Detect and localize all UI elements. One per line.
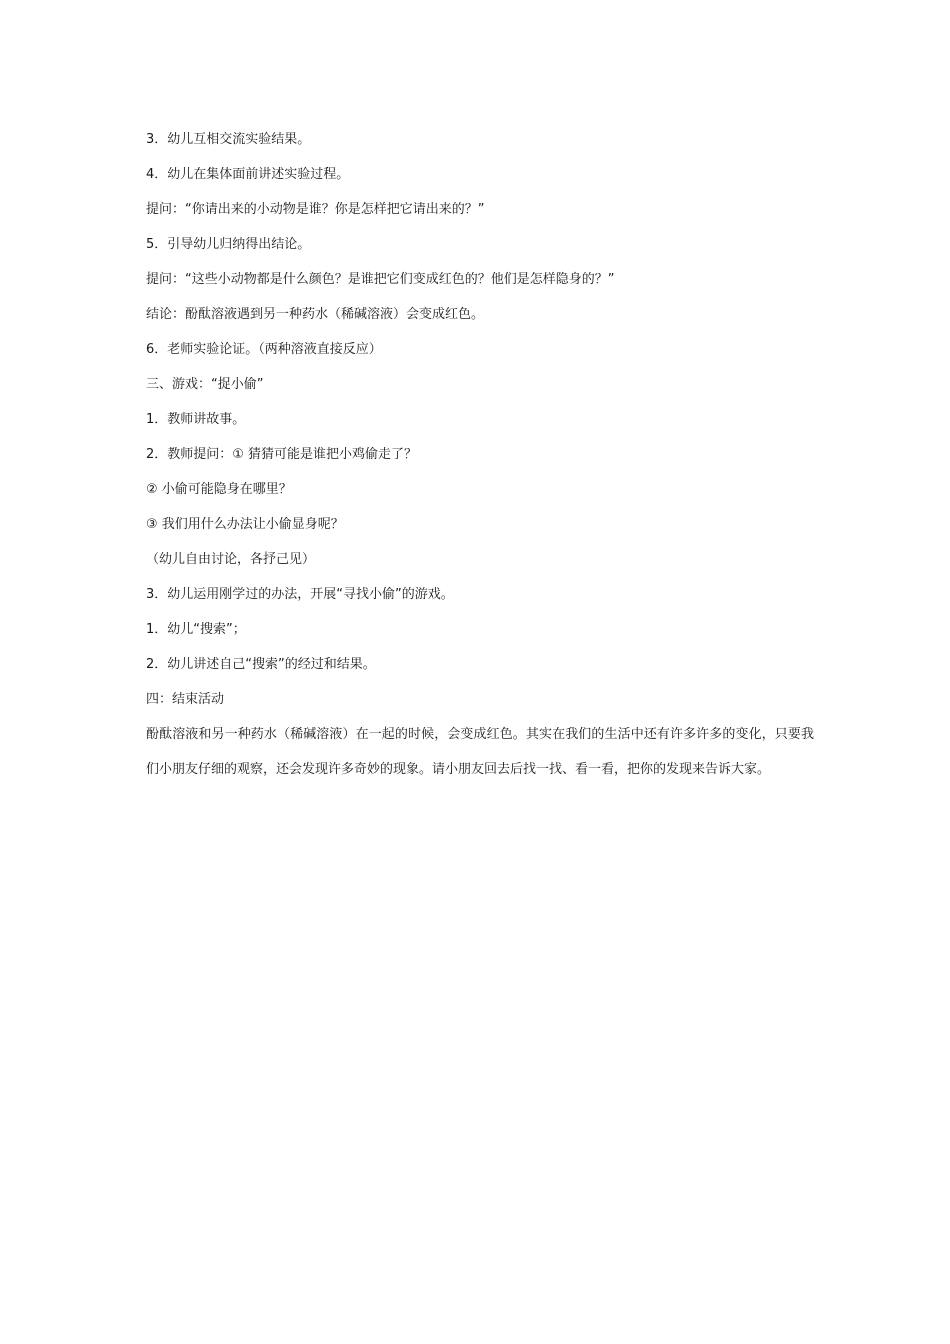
game-step-2: 2．教师提问：① 猜猜可能是谁把小鸡偷走了？ bbox=[146, 447, 418, 462]
question-colors: 提问：“这些小动物都是什么颜色？是谁把它们变成红色的？他们是怎样隐身的？” bbox=[146, 272, 615, 287]
free-discussion-note: （幼儿自由讨论，各抒己见） bbox=[146, 552, 316, 567]
step-3-exchange-results: 3．幼儿互相交流实验结果。 bbox=[146, 132, 311, 147]
section-3-heading: 三、游戏：“捉小偷” bbox=[146, 377, 264, 392]
step-6-teacher-demo: 6．老师实验论证。（两种溶液直接反应） bbox=[146, 342, 382, 357]
section-4-heading: 四：结束活动 bbox=[146, 692, 225, 707]
game-question-2: ② 小偷可能隐身在哪里？ bbox=[146, 482, 292, 497]
conclusion-text: 结论：酚酞溶液遇到另一种药水（稀碱溶液）会变成红色。 bbox=[146, 307, 485, 322]
game-step-1: 1．教师讲故事。 bbox=[146, 412, 246, 427]
step-4-present-process: 4．幼儿在集体面前讲述实验过程。 bbox=[146, 167, 350, 182]
question-who-came-out: 提问：“你请出来的小动物是谁？你是怎样把它请出来的？” bbox=[146, 202, 485, 217]
search-step-1: 1．幼儿“搜索”； bbox=[146, 622, 246, 637]
search-step-2: 2．幼儿讲述自己“搜索”的经过和结果。 bbox=[146, 657, 376, 672]
document-body bbox=[146, 122, 814, 787]
game-question-3: ③ 我们用什么办法让小偷显身呢？ bbox=[146, 517, 344, 532]
closing-paragraph: 酚酞溶液和另一种药水（稀碱溶液）在一起的时候，会变成红色。其实在我们的生活中还有许多许多的变化，只要我们小朋友仔细的观察，还会发现许多奇妙的现象。请小朋友回去后找一找、看一看，把你的发现来告诉大家。 bbox=[146, 727, 814, 777]
game-step-3: 3．幼儿运用刚学过的办法，开展“寻找小偷”的游戏。 bbox=[146, 587, 454, 602]
step-5-conclude: 5．引导幼儿归纳得出结论。 bbox=[146, 237, 311, 252]
